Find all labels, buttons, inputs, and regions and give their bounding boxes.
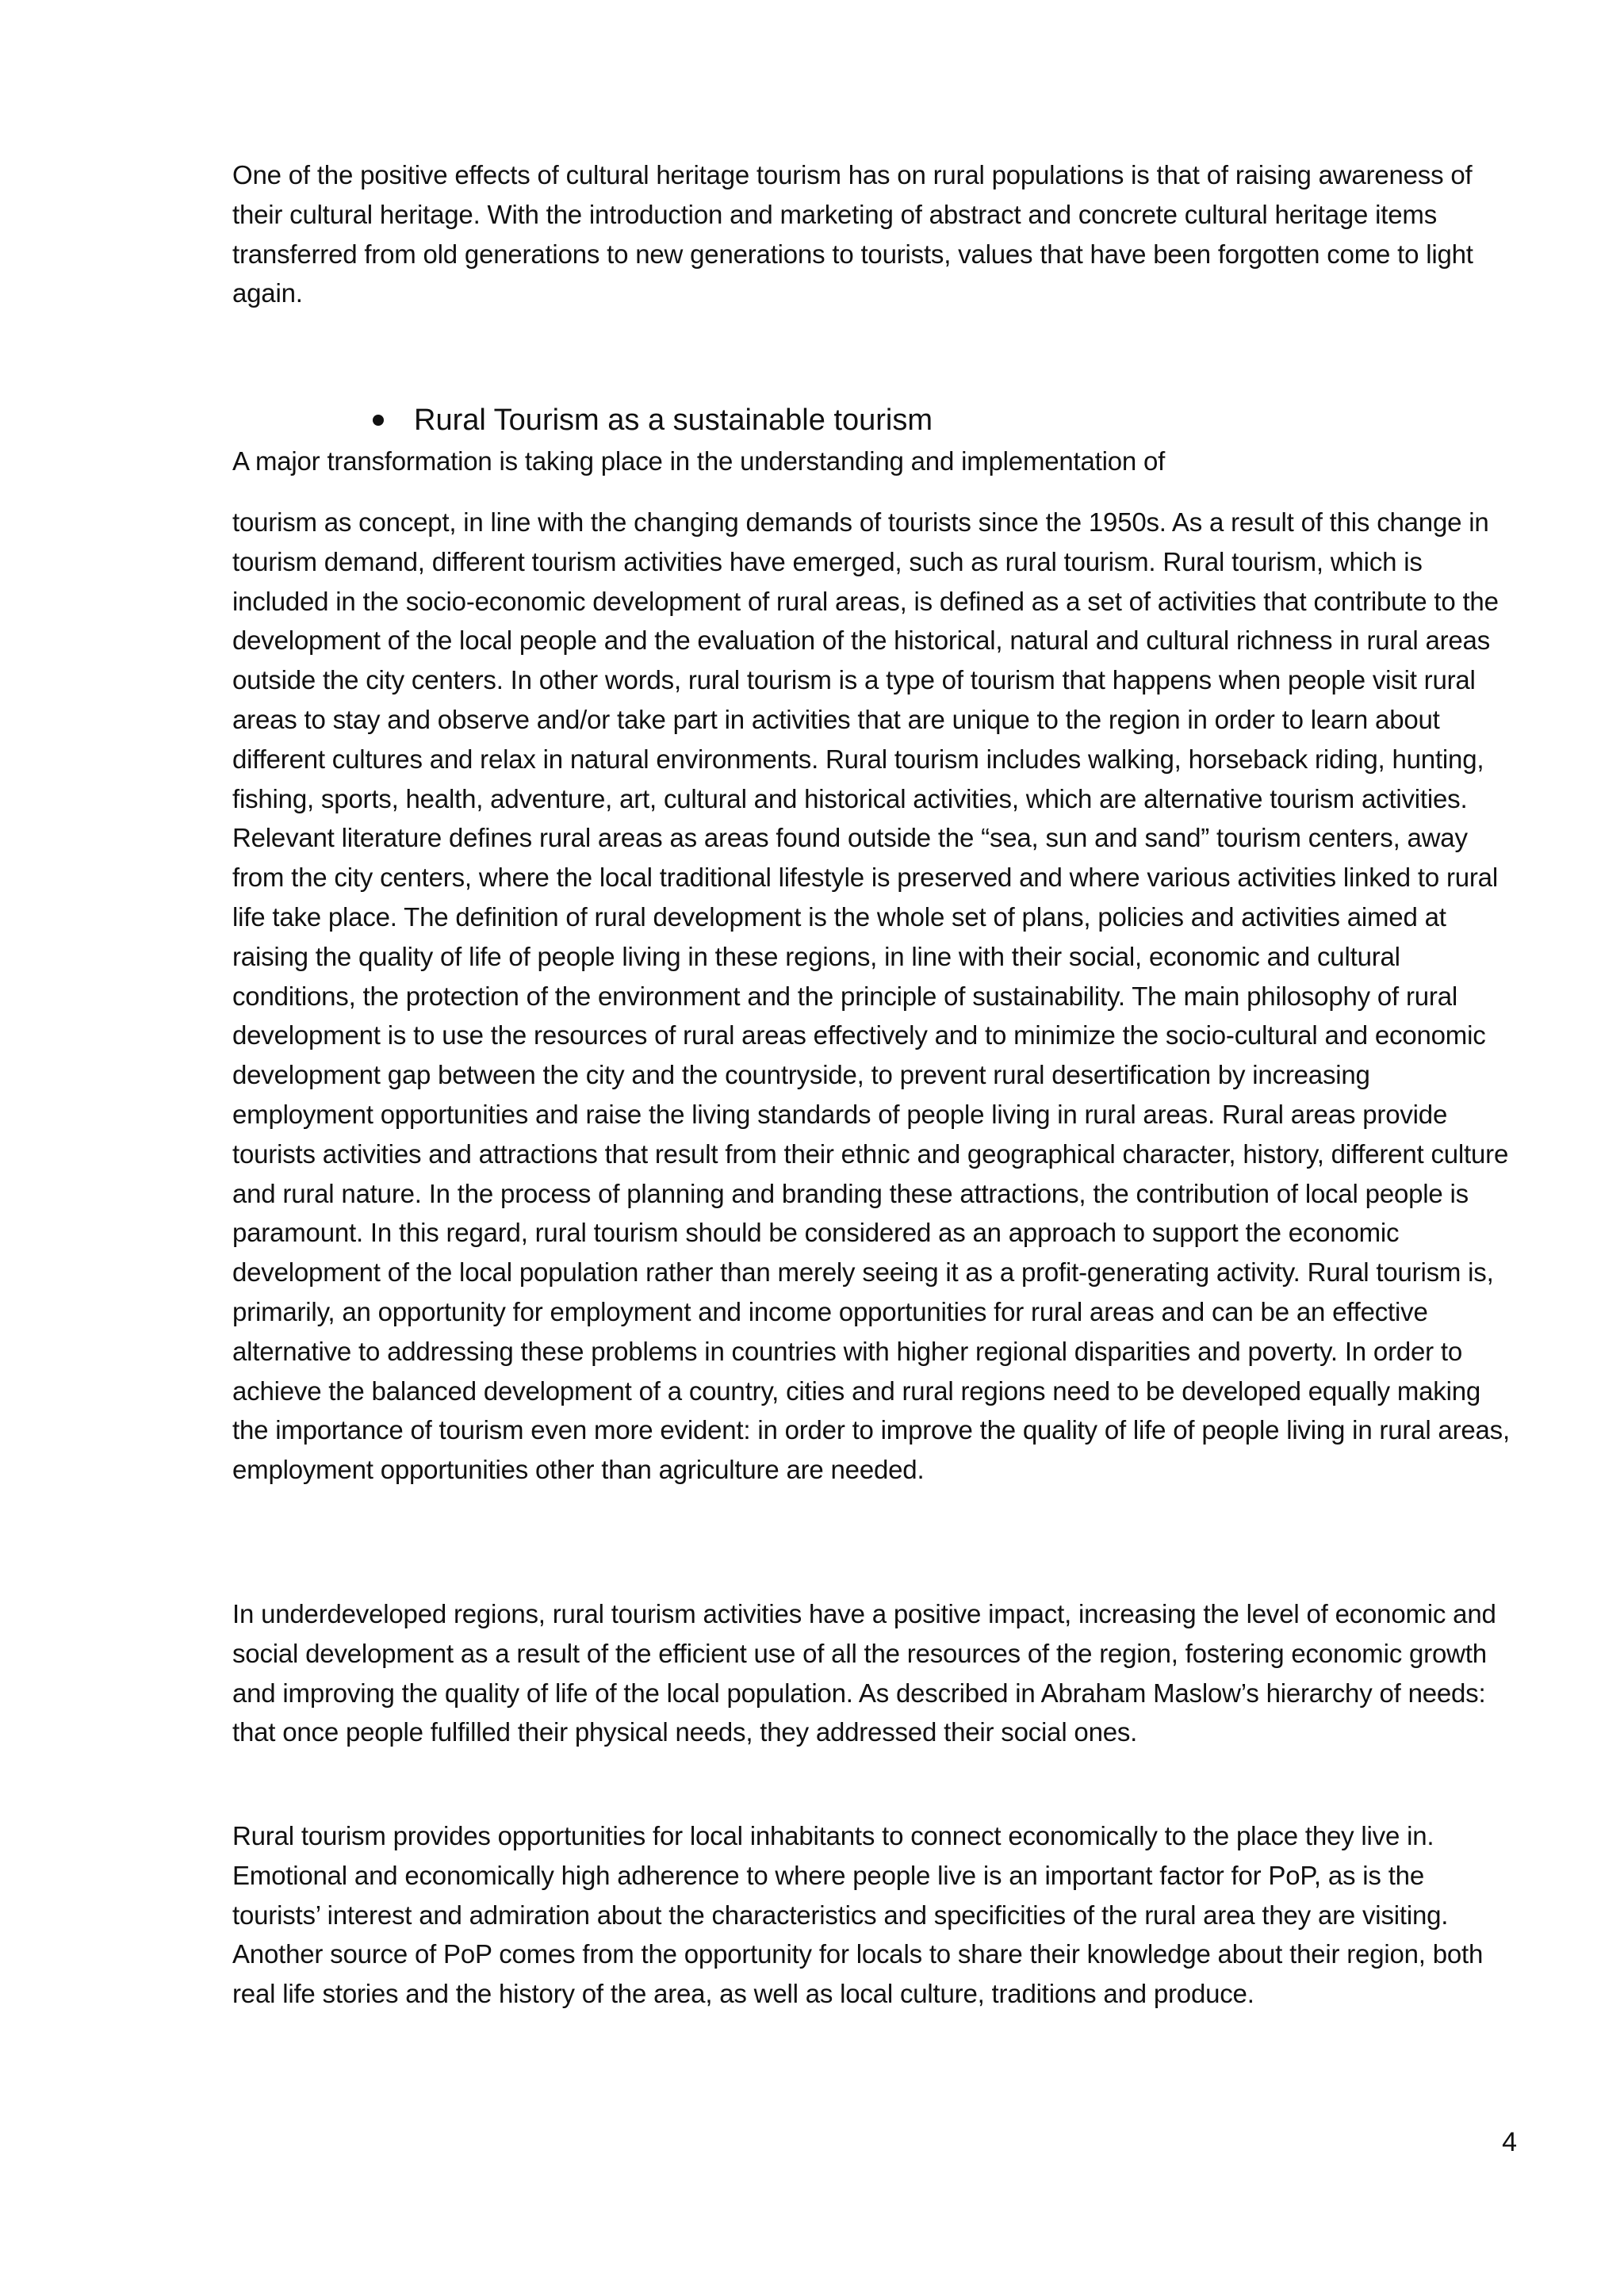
paragraph-rural-tourism-definition: tourism as concept, in line with the changing demands of tourists since the 1950s. As a result of this change in tourism demand, different tourism activities have emerged, such as rural tourism. Rural tourism, which is included in the socio-economic development of rural areas, is defined as a set of activities that contribute to the development of the local people and the evaluation of the historical, natural and cultural richness in rural areas outside the city centers. In other words, rural tourism is a type of tourism that happens when people visit rural areas to stay and observe and/or take part in activities that are unique to the region in order to learn about different cultures and relax in natural environments. Rural tourism includes walking, horseback riding, hunting, fishing, sports, health, adventure, art, cultural and historical activities, which are alternative tourism activities. Relevant literature defines rural areas as areas found outside the “sea, sun and sand” tourism centers, away from the city centers, where the local traditional lifestyle is preserved and where various activities linked to rural life take place. The definition of rural development is the whole set of plans, policies and activities aimed at raising the quality of life of people living in these regions, in line with their social, economic and cultural conditions, the protection of the environment and the principle of sustainability. The main philosophy of rural development is to use the resources of rural areas effectively and to minimize the socio-cultural and economic development gap between the city and the countryside, to prevent rural desertification by increasing employment opportunities and raise the living standards of people living in rural areas. Rural areas provide tourists activities and attractions that result from their ethnic and geographical character, history, different culture and rural nature. In the process of planning and branding these attractions, the contribution of local people is paramount. In this regard, rural tourism should be considered as an approach to support the economic development of the local population rather than merely seeing it as a profit-generating activity. Rural tourism is, primarily, an opportunity for employment and income opportunities for rural areas and can be an effective alternative to addressing these problems in countries with higher regional disparities and poverty. In order to achieve the balanced development of a country, cities and rural regions need to be developed equally making the importance of tourism even more evident: in order to improve the quality of life of people living in rural areas, employment opportunities other than agriculture are needed.: [232, 507, 1510, 1485]
bullet-icon: [373, 415, 384, 426]
page-number: 4: [1502, 2127, 1517, 2157]
section-heading: [373, 400, 933, 440]
paragraph-intro-line: A major transformation is taking place in the understanding and implementation of: [232, 446, 1166, 476]
paragraph-local-inhabitants: Rural tourism provides opportunities for local inhabitants to connect economically to the place they live in. Emotional and economically high adherence to where people live is an important factor for PoP, as is the tourists’ interest and admiration about the characteristics and specificities of the rural area they are visiting. Another source of PoP comes from the opportunity for locals to share their knowledge about their region, both real life stories and the history of the area, as well as local culture, traditions and produce.: [232, 1821, 1484, 2009]
paragraph-underdeveloped-regions: In underdeveloped regions, rural tourism activities have a positive impact, increasing the level of economic and social development as a result of the efficient use of all the resources of the region, fostering economic growth and improving the quality of life of the local population. As described in Abraham Maslow’s hierarchy of needs: that once people fulfilled their physical needs, they addressed their social ones.: [232, 1599, 1496, 1747]
paragraph-cultural-heritage-awareness: One of the positive effects of cultural heritage tourism has on rural populations is that of raising awareness of their cultural heritage. With the introduction and marketing of abstract and concrete cultural heritage items transferred from old generations to new generations to tourists, values that have been forgotten come to light again.: [232, 160, 1473, 308]
section-heading-text: Rural Tourism as a sustainable tourism: [414, 404, 933, 437]
